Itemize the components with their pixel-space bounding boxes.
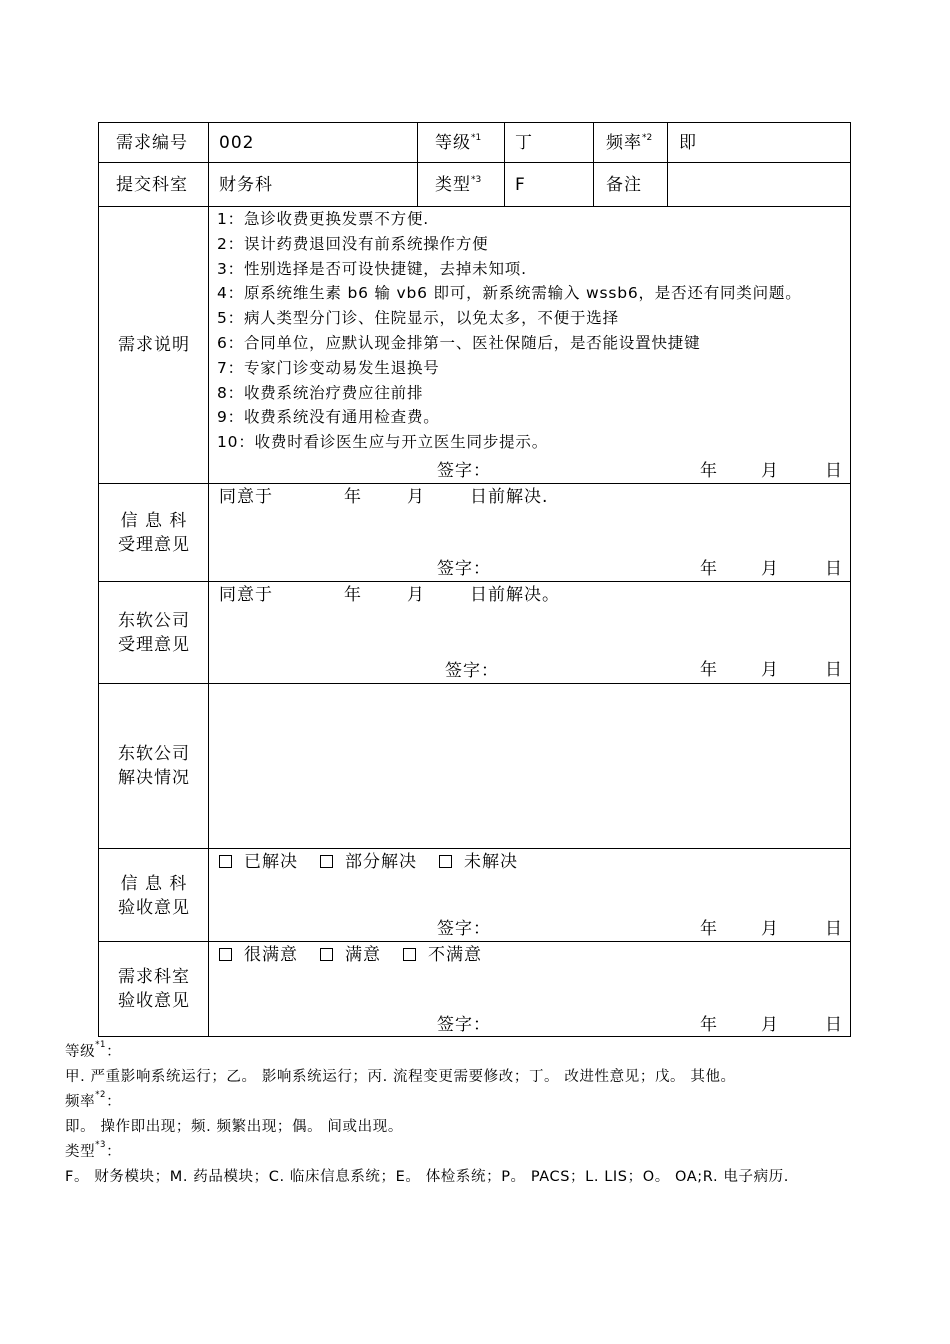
vendor-accept-sign-month: 月 — [761, 660, 779, 680]
requirement-item: 10：收费时看诊医生应与开立医生同步提示。 — [217, 433, 549, 452]
vendor-accept-agree: 同意于 — [219, 585, 273, 605]
requirement-item: 1：急诊收费更换发票不方便. — [217, 210, 429, 228]
type-note-title: 类型$^{*3}$： — [65, 1140, 122, 1160]
vendor-accept-sign-day: 日 — [825, 660, 843, 680]
checkbox[interactable] — [320, 948, 333, 961]
freq-footnote-mark: *2 — [642, 133, 653, 143]
requirement-form — [98, 122, 851, 1037]
type-label: 类型$^{*3}$ — [435, 175, 482, 195]
requirement-item: 7：专家门诊变动易发生退换号 — [217, 358, 440, 377]
freq-note-text: 即。 操作即出现；频. 频繁出现；偶。 间或出现。 — [65, 1119, 403, 1135]
checkbox[interactable] — [320, 855, 333, 868]
requirement-item: 5：病人类型分门诊、住院显示，以免太多，不便于选择 — [217, 309, 619, 328]
option-very-satisfied[interactable]: 很满意 — [219, 945, 298, 965]
requirement-item: 2：误计药费退回没有前系统操作方便 — [217, 234, 489, 253]
option-partially-resolved[interactable]: 部分解决 — [320, 852, 417, 872]
vendor-accept-sign-label: 签字： — [445, 661, 499, 681]
info-check-sign-month: 月 — [761, 919, 779, 939]
remark-label: 备注 — [606, 175, 642, 195]
level-note-title: 等级$^{*1}$： — [65, 1040, 122, 1060]
info-check-sign-label: 签字： — [437, 919, 491, 939]
info-accept-agree: 同意于 — [219, 487, 273, 507]
row-divider — [99, 581, 850, 582]
col-divider — [593, 123, 594, 206]
requirement-item: 4：原系统维生素 b6 输 vb6 即可，新系统需输入 wssb6，是否还有同类问题。 — [217, 284, 802, 303]
vendor-accept-month: 月 — [407, 585, 425, 605]
info-accept-deadline: 日前解决. — [470, 487, 549, 507]
requirements-label: 需求说明 — [118, 335, 190, 355]
row-divider — [99, 483, 850, 484]
dept-check-sign-label: 签字： — [437, 1015, 491, 1035]
info-accept-sign-day: 日 — [825, 559, 843, 579]
level-note-text: 甲. 严重影响系统运行；乙。 影响系统运行；丙. 流程变更需要修改；丁。 改进性意见；戊。 其他。 — [65, 1069, 736, 1085]
option-satisfied[interactable]: 满意 — [320, 945, 381, 965]
row-divider — [99, 683, 850, 684]
requirement-item: 8：收费系统治疗费应往前排 — [217, 383, 424, 402]
info-accept-month: 月 — [407, 487, 425, 507]
dept-check-sign-day: 日 — [825, 1015, 843, 1035]
requirement-item: 6：合同单位，应默认现金排第一、医社保随后，是否能设置快捷键 — [217, 333, 701, 352]
requirement-item: 3：性别选择是否可设快捷键，去掉未知项. — [217, 259, 527, 278]
checkbox[interactable] — [439, 855, 452, 868]
col-divider — [667, 123, 668, 206]
requirements-sign-month: 月 — [761, 461, 779, 481]
dept-check-sign-year: 年 — [700, 1015, 718, 1035]
type-footnote-mark: *3 — [471, 175, 482, 185]
level-value[interactable]: 丁 — [515, 133, 533, 153]
level-footnote-mark: *1 — [471, 133, 482, 143]
vendor-accept-label: 东软公司 受理意见 — [118, 611, 190, 655]
requirements-sign-label: 签字： — [437, 461, 491, 481]
info-accept-sign-year: 年 — [700, 559, 718, 579]
vendor-accept-year: 年 — [344, 585, 362, 605]
footnotes — [65, 1040, 789, 1190]
dept-label: 提交科室 — [116, 175, 188, 195]
row-divider — [99, 162, 850, 163]
row-divider — [99, 941, 850, 942]
option-resolved[interactable]: 已解决 — [219, 852, 298, 872]
info-accept-year: 年 — [344, 487, 362, 507]
checkbox[interactable] — [219, 855, 232, 868]
option-unresolved[interactable]: 未解决 — [439, 852, 518, 872]
freq-label: 频率$^{*2}$ — [606, 133, 653, 153]
dept-check-options — [219, 945, 504, 965]
vendor-accept-sign-year: 年 — [700, 660, 718, 680]
freq-note-title: 频率$^{*2}$： — [65, 1090, 122, 1110]
info-accept-label: 信 息 科 受理意见 — [118, 511, 190, 555]
info-check-options — [219, 852, 540, 872]
level-label: 等级$^{*1}$ — [435, 133, 482, 153]
requirements-sign-day: 日 — [825, 461, 843, 481]
checkbox[interactable] — [219, 948, 232, 961]
col-divider — [504, 123, 505, 206]
dept-check-sign-month: 月 — [761, 1015, 779, 1035]
type-note-text: F。 财务模块；M. 药品模块；C. 临床信息系统；E。 体检系统；P。 PACS；L. LIS；O。 OA;R. 电子病历. — [65, 1169, 789, 1185]
requirement-item: 9：收费系统没有通用检查费。 — [217, 408, 440, 427]
info-check-label: 信 息 科 验收意见 — [118, 874, 190, 918]
type-value[interactable]: F — [515, 175, 526, 195]
dept-check-label: 需求科室 验收意见 — [118, 967, 190, 1011]
col-divider — [417, 123, 418, 206]
info-accept-sign-month: 月 — [761, 559, 779, 579]
freq-value[interactable]: 即 — [679, 133, 697, 153]
requirements-list — [217, 207, 802, 455]
req-no-value[interactable]: 002 — [219, 133, 255, 153]
row-divider — [99, 848, 850, 849]
req-no-label: 需求编号 — [116, 133, 188, 153]
vendor-accept-deadline: 日前解决。 — [470, 585, 560, 605]
checkbox[interactable] — [403, 948, 416, 961]
info-check-sign-year: 年 — [700, 919, 718, 939]
dept-value[interactable]: 财务科 — [219, 175, 273, 195]
info-accept-sign-label: 签字： — [437, 559, 491, 579]
info-check-sign-day: 日 — [825, 919, 843, 939]
option-unsatisfied[interactable]: 不满意 — [403, 945, 482, 965]
vendor-solution-label: 东软公司 解决情况 — [118, 744, 190, 788]
requirements-sign-year: 年 — [700, 461, 718, 481]
